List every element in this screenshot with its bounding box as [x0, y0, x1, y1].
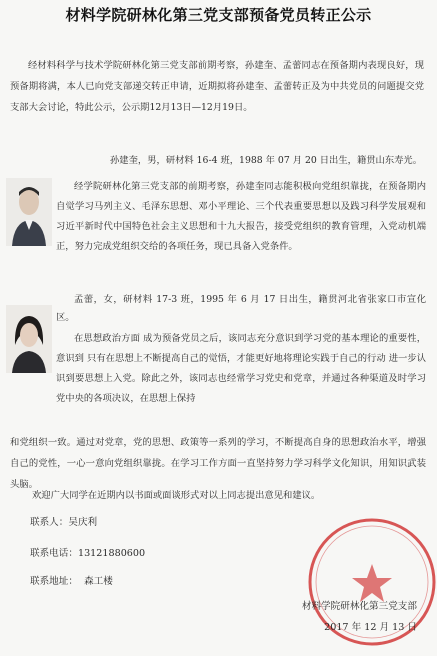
contact-phone-row: [30, 545, 145, 559]
member2-description-continued: 和党组织一致。通过对党章，党的思想、政策等一系列的学习，不断提高自身的思想政治水平，增强自己的党性，一心一意向党组织靠拢。在学习工作方面一直坚持努力学习科学文化知识，用知识武装头脑。: [10, 437, 426, 490]
contact-person-label: 联系人：: [30, 517, 69, 528]
member2-info: 孟蕾，女，研材料 17-3 班，1995 年 6 月 17 日出生，籍贯河北省张家口市宣化区。: [56, 294, 426, 323]
contact-phone-label: 联系电话：: [30, 548, 78, 559]
member1-info: 孙建奎，男，研材料 16-4 班，1988 年 07 月 20 日出生，籍贯山东寿光。: [110, 155, 423, 166]
intro-paragraph: 经材料科学与技术学院研林化第三党支部前期考察，孙建奎、孟蕾同志在预备期内表现良好，现预备期将满，本人已向党支部递交转正申请，近期拟将孙建奎、孟蕾转正及为中共党员的问题提交党支部大会讨论，特此公示，公示期12月13日—12月19日。: [10, 60, 424, 113]
signature-organization: 材料学院研林化第三党支部: [301, 601, 417, 612]
member1-description: 经学院研林化第三党支部的前期考察，孙建奎同志能积极向党组织靠拢，在预备期内自觉学习马列主义、毛泽东思想、邓小平理论、三个代表重要思想以及践习科学发展观和习近平新时代中国特色社会主义思想和十九大报告，接受党组织的教育管理，入党动机端正，努力完成党组织交给的各项任务，现已具备入党条件。: [56, 181, 426, 252]
member2-description: 在思想政治方面 成为预备党员之后，该同志充分意识到学习党的基本理论的重要性，意识到 只有在思想上不断提高自己的觉悟，才能更好地将理论实践于自己的行动 进一步认识到要思想上入党。除此之外，该同志也经常学习党史和党章，并通过各种渠道及时学习党中央的各项决议，在思想上保持: [56, 333, 426, 404]
page-title: 材料学院研林化第三党支部预备党员转正公示: [65, 6, 372, 24]
contact-address-value: 森工楼: [84, 576, 113, 587]
signature-date: 2017 年 12 月 13 日: [324, 622, 417, 633]
member2-photo: [6, 305, 52, 373]
feedback-appeal: 欢迎广大同学在近期内以书面或面谈形式对以上同志提出意见和建议。: [32, 490, 321, 501]
contact-address-row: [30, 573, 113, 587]
contact-address-label: 联系地址：: [30, 576, 78, 587]
contact-person-name: 吴庆利: [68, 517, 98, 528]
signature-block: [302, 596, 417, 638]
member1-photo: [6, 178, 52, 246]
contact-person-row: [30, 514, 97, 528]
contact-phone-number: 13121880600: [77, 548, 146, 559]
